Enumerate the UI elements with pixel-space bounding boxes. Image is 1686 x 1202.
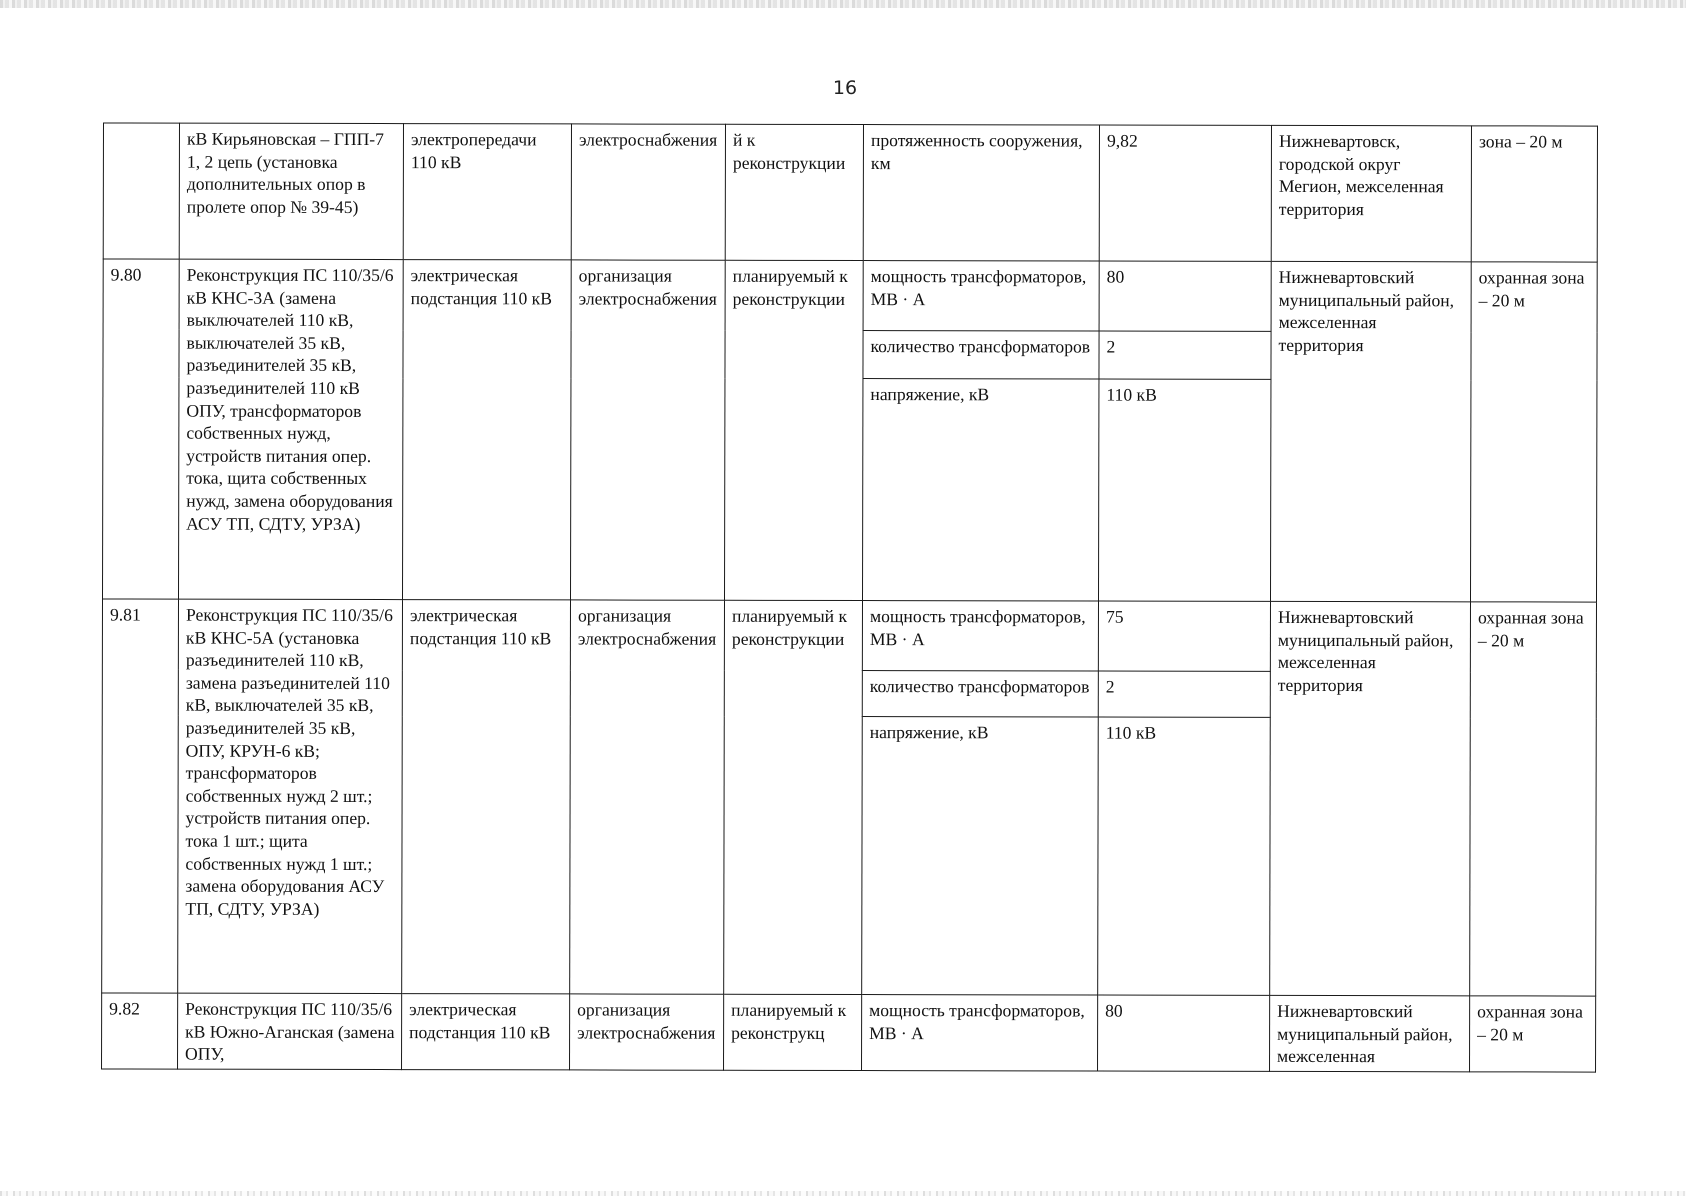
cell-status: й к реконструкции	[725, 124, 863, 260]
page-number: 16	[832, 77, 858, 99]
cell-param-value: 110 кВ	[1098, 379, 1270, 601]
cell-num: 9.82	[102, 993, 178, 1069]
cell-num: 9.80	[103, 259, 180, 599]
cell-param-value: 75	[1098, 601, 1270, 671]
cell-param-value: 2	[1098, 671, 1270, 717]
cell-location: Нижневартовск, городской округ Мегион, межселенная территория	[1271, 125, 1471, 261]
cell-purpose: организация электроснабжения	[570, 600, 725, 994]
cell-location: Нижневартовский муниципальный район, межселенная	[1270, 995, 1470, 1071]
cell-name: Реконструкция ПС 110/35/6 кВ КНС-3А (замена выключателей 110 кВ, выключателей 35 кВ, разъединителей 35 кВ, разъединителей 110 кВ ОПУ, трансформаторов собственных нужд, устройств питания опер. тока, щита собственных нужд, замена оборудования АСУ ТП, СДТУ, УРЗА)	[179, 259, 404, 599]
cell-type: электрическая подстанция 110 кВ	[402, 600, 571, 994]
cell-location: Нижневартовский муниципальный район, межселенная территория	[1270, 261, 1471, 601]
cell-type: электропередачи 110 кВ	[403, 124, 571, 260]
cell-param-label: напряжение, кВ	[862, 379, 1098, 601]
cell-param-label: мощность трансформаторов, МВ · А	[862, 601, 1098, 671]
cell-status: планируемый к реконструкц	[724, 994, 862, 1070]
objects-table	[101, 122, 1598, 1072]
cell-param-label: количество трансформаторов	[862, 671, 1098, 717]
cell-zone: зона – 20 м	[1471, 126, 1597, 262]
cell-purpose: организация электроснабжения	[570, 994, 724, 1070]
table-row	[103, 123, 1597, 262]
cell-location: Нижневартовский муниципальный район, межселенная территория	[1270, 601, 1471, 995]
cell-param-value: 110 кВ	[1098, 717, 1271, 995]
cell-param-label: протяженность сооружения, км	[863, 125, 1099, 261]
cell-num: 9.81	[102, 599, 179, 993]
cell-param-value: 2	[1099, 331, 1271, 379]
table-row	[102, 993, 1596, 1072]
cell-zone: охранная зона – 20 м	[1470, 262, 1597, 602]
cell-param-value: 80	[1099, 261, 1271, 331]
cell-param-value: 9,82	[1099, 125, 1271, 261]
cell-name: Реконструкция ПС 110/35/6 кВ Южно-Аганская (замена ОПУ,	[178, 993, 402, 1069]
cell-param-label: количество трансформаторов	[863, 331, 1099, 379]
cell-purpose: организация электроснабжения	[570, 260, 725, 600]
cell-type: электрическая подстанция 110 кВ	[402, 994, 570, 1070]
cell-param-label: мощность трансформаторов, МВ · А	[862, 995, 1098, 1071]
cell-zone: охранная зона – 20 м	[1470, 602, 1597, 996]
cell-status: планируемый к реконструкции	[724, 260, 863, 600]
table-row	[103, 259, 1597, 332]
cell-zone: охранная зона – 20 м	[1470, 996, 1596, 1072]
cell-param-label: мощность трансформаторов, МВ · А	[863, 261, 1099, 331]
cell-type: электрическая подстанция 110 кВ	[402, 260, 571, 600]
cell-name: Реконструкция ПС 110/35/6 кВ КНС-5А (установка разъединителей 110 кВ, замена разъединителей 110 кВ, выключателей 35 кВ, разъединителей 35 кВ, ОПУ, КРУН-6 кВ; трансформаторов собственных нужд 2 шт.; устройств питания опер. тока 1 шт.; щита собственных нужд 1 шт.; замена оборудования АСУ ТП, СДТУ, УРЗА)	[178, 599, 403, 993]
cell-name: кВ Кирьяновская – ГПП-7 1, 2 цепь (установка дополнительных опор в пролете опор № 39-45)	[179, 123, 403, 259]
table-row	[102, 599, 1596, 672]
cell-param-label: напряжение, кВ	[862, 717, 1099, 995]
cell-param-value: 80	[1098, 995, 1270, 1071]
cell-status: планируемый к реконструкции	[724, 600, 863, 994]
cell-purpose: электроснабжения	[571, 124, 725, 260]
cell-num	[103, 123, 179, 259]
